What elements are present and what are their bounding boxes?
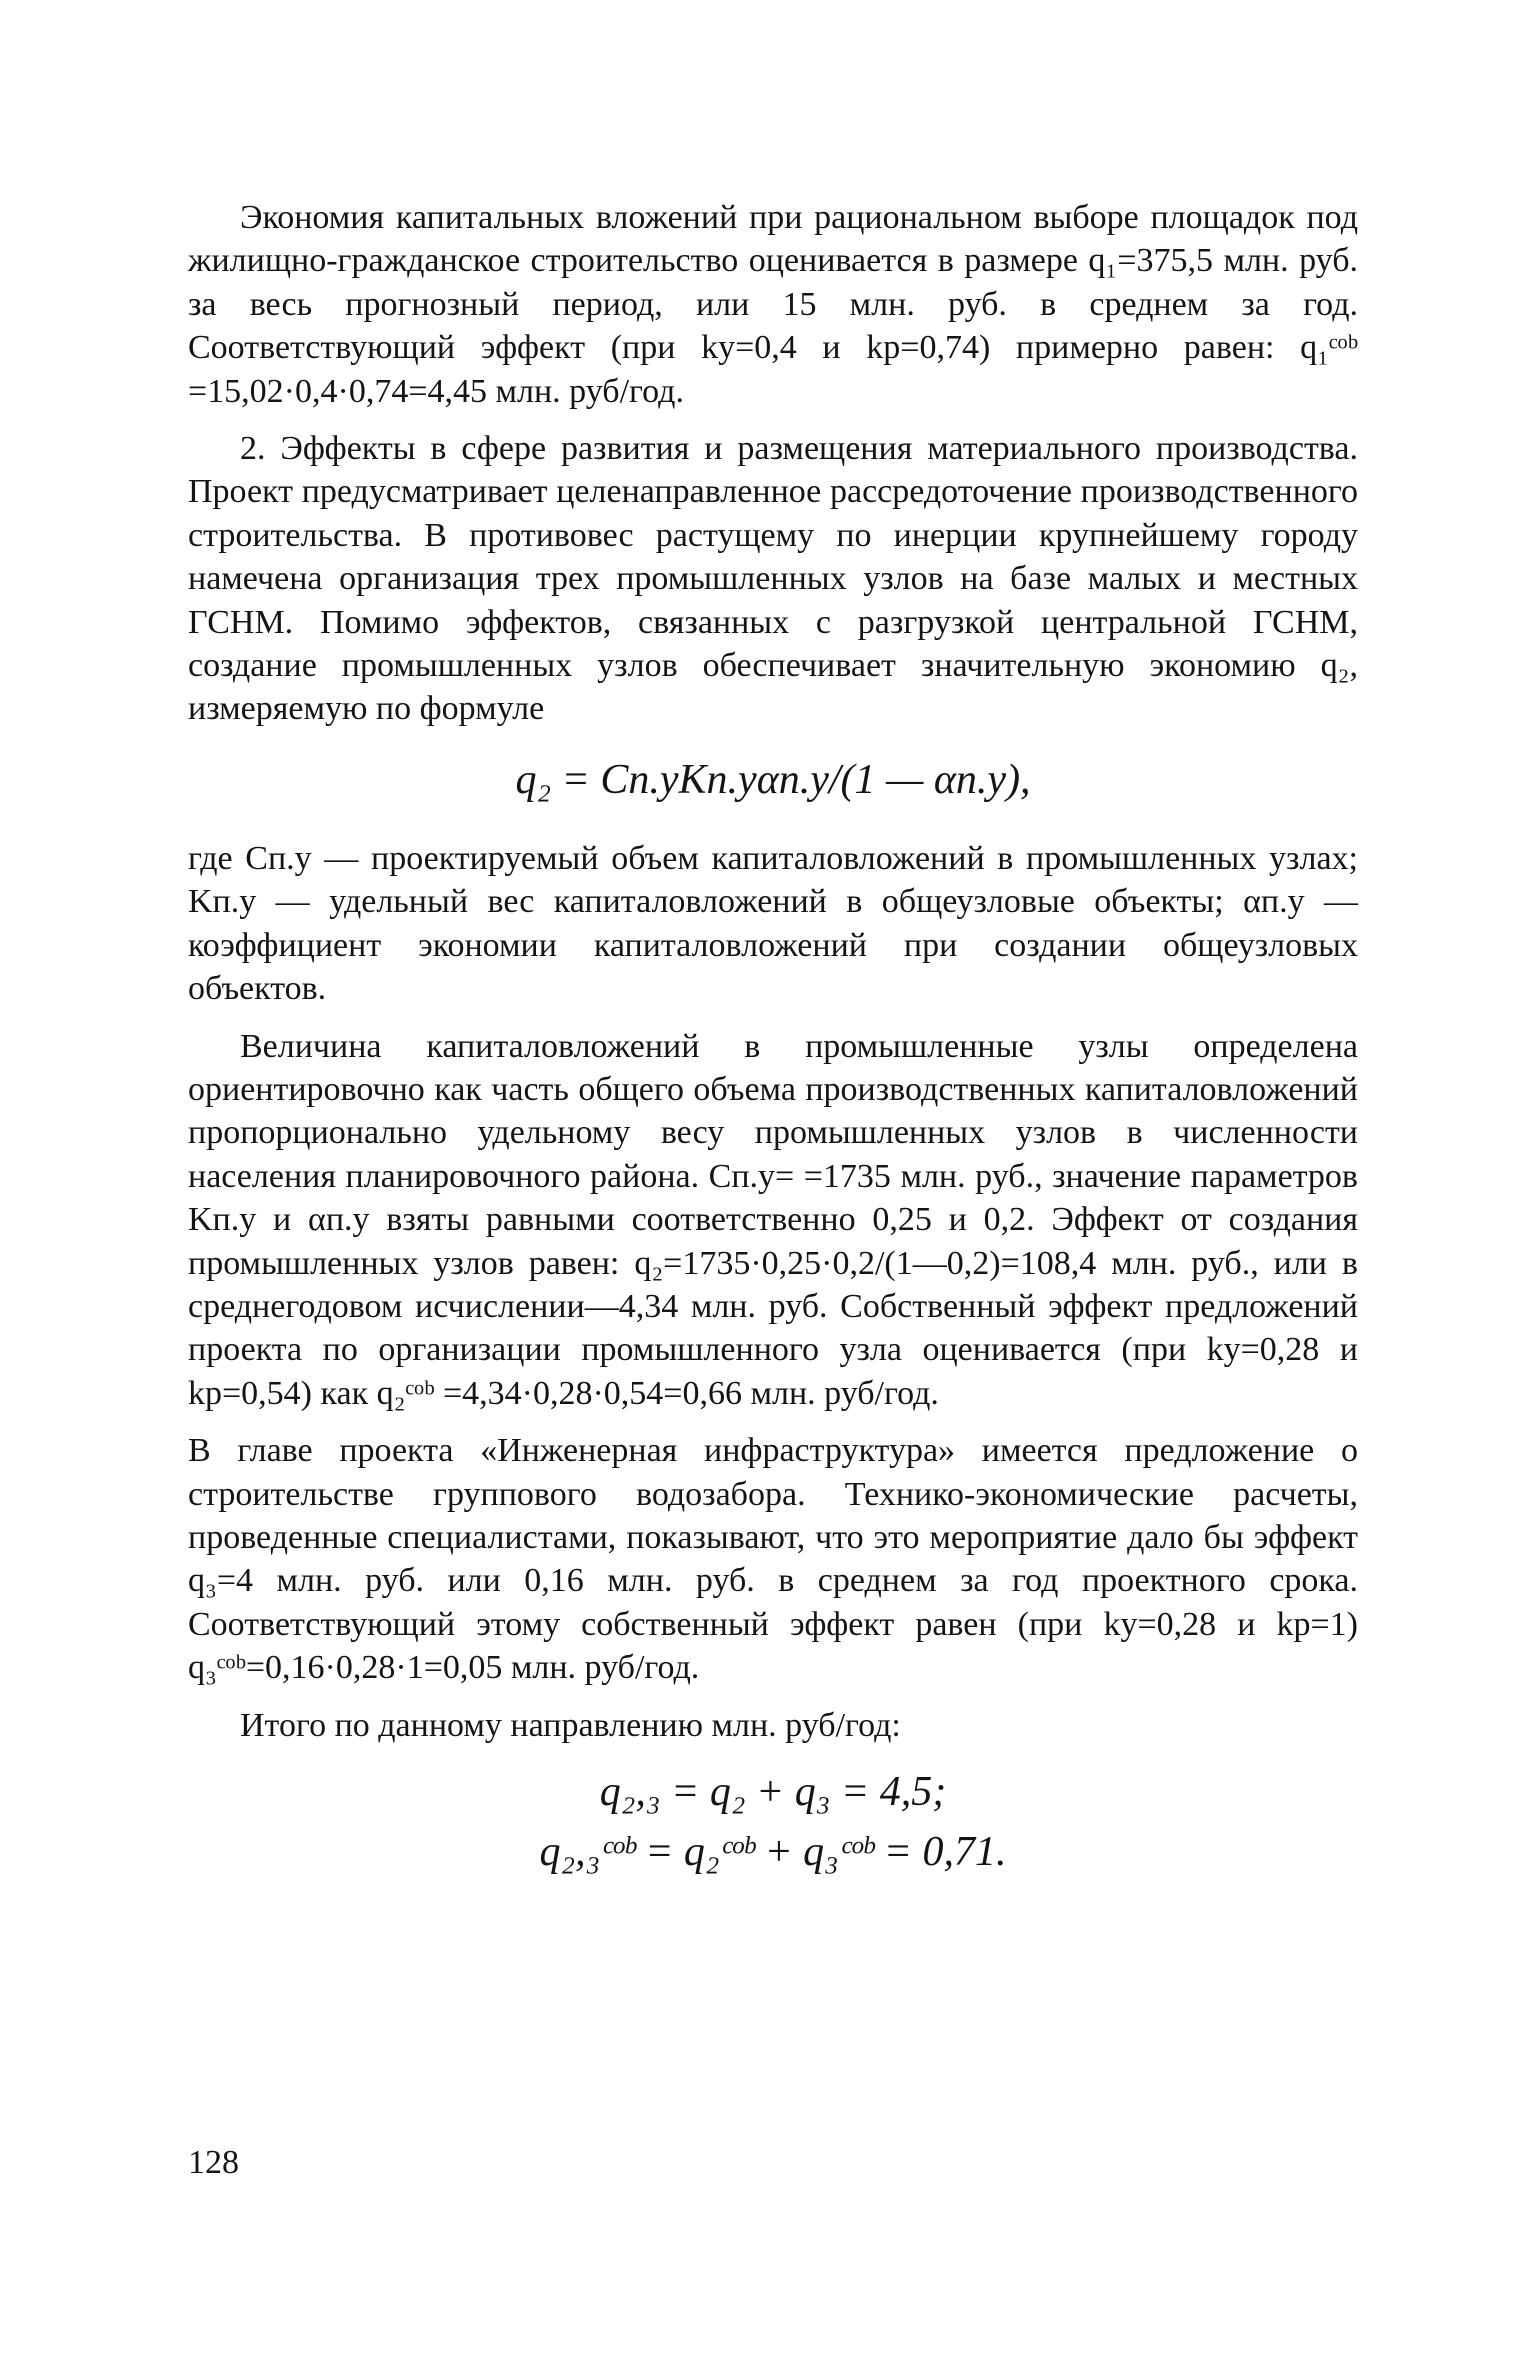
page-number: 128 (188, 2144, 239, 2181)
document-page (188, 196, 1358, 1879)
formula-sum-q: q₂,₃ = q₂ + q₃ = 4,5; (599, 1769, 947, 1815)
paragraph-industrial-nodes: Величина капиталовложений в промышленные узлы определена ориентировочно как часть общего объема производственных капиталовложений пропорционально удельному весу промышленных узлов в численности населения планировочного района. Cп.у= =1735 млн. руб., значение параметров Kп.у и αп.у взяты равными соответственно 0,25 и 0,2. Эффект от создания промышленных узлов равен: q₂=1735·0,25·0,2/(1—0,2)=108,4 млн. руб., или в среднегодовом исчислении—4,34 млн. руб. Собственный эффект предложений проекта по организации промышленного узла оценивается (при kу=0,28 и kр=0,54) как q₂ᶜᵒᵇ =4,34·0,28·0,54=0,66 млн. руб/год. (188, 1027, 1358, 1412)
paragraph-production-effects: 2. Эффекты в сфере развития и размещения материального производства. Проект предусматривает целенаправленное рассредоточение производственного строительства. В противовес растущему по инерции крупнейшему городу намечена организация трех промышленных узлов на базе малых и местных ГСНМ. Помимо эффектов, связанных с разгрузкой центральной ГСНМ, создание промышленных узлов обеспечивает значительную экономию q₂, измеряемую по формуле (188, 430, 1358, 728)
paragraph-water-intake: В главе проекта «Инженерная инфраструктура» имеется предложение о строительстве группового водозабора. Технико-экономические расчеты, проведенные специалистами, показывают, что это мероприятие дало бы эффект q₃=4 млн. руб. или 0,16 млн. руб. в среднем за год проектного срока. Соответствующий этому собственный эффект равен (при kу=0,28 и kр=1) q₃ᶜᵒᵇ=0,16·0,28·1=0,05 млн. руб/год. (188, 1432, 1358, 1687)
paragraph-variable-definitions: где Cп.у — проектируемый объем капиталовложений в промышленных узлах; Kп.у — удельный вес капиталовложений в общеузловые объекты; αп.у — коэффициент экономии капиталовложений при создании общеузловых объектов. (188, 839, 1358, 1008)
formula-q2: q₂ = Cп.уKп.уαп.у/(1 — αп.у), (515, 756, 1031, 803)
paragraph-total-intro: Итого по данному направлению млн. руб/год: (240, 1706, 901, 1744)
paragraph-housing-economy: Экономия капитальных вложений при рациональном выборе площадок под жилищно-гражданское строительство оценивается в размере q₁=375,5 млн. руб. за весь прогнозный период, или 15 млн. руб. в среднем за год. Соответствующий эффект (при kу=0,4 и kр=0,74) примерно равен: q₁ᶜᵒᵇ =15,02·0,4·0,74=4,45 млн. руб/год. (188, 199, 1358, 410)
formula-sum-q-sob: q₂,₃ᶜᵒᵇ = q₂ᶜᵒᵇ + q₃ᶜᵒᵇ = 0,71. (539, 1829, 1007, 1875)
